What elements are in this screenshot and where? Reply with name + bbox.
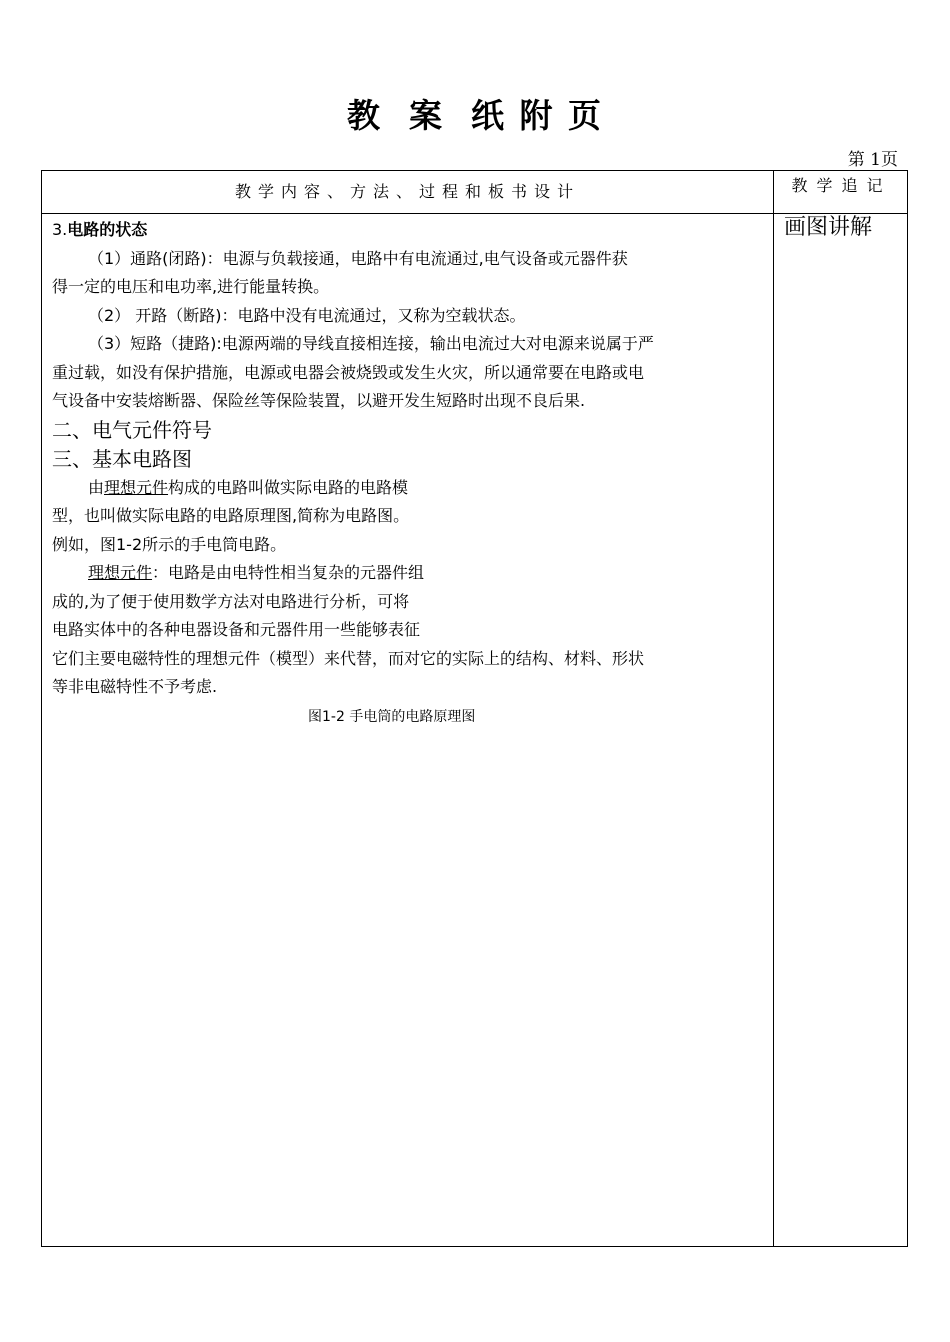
paragraph-short-circuit: （3）短路（捷路):电源两端的导线直接相连接，输出电流过大对电源来说属于严 — [88, 334, 654, 353]
ideal-element-term: 理想元件 — [88, 563, 153, 582]
side-note: 画图讲解 — [784, 215, 873, 240]
column-divider — [773, 171, 774, 1246]
paragraph-ideal-element-cont-1: 成的,为了便于使用数学方法对电路进行分析，可将 — [52, 591, 410, 611]
page-number: 第 1页 — [847, 150, 898, 170]
header-divider — [42, 213, 907, 214]
heading-basic-circuit: 三、基本电路图 — [52, 446, 192, 471]
heading-component-symbols: 二、电气元件符号 — [52, 417, 212, 442]
section-number: 3. — [52, 220, 68, 239]
paragraph-ideal-element-cont-4: 等非电磁特性不予考虑. — [52, 677, 218, 696]
header-main: 教学内容、方法、过程和板书设计 — [234, 182, 580, 201]
lesson-content — [52, 216, 766, 732]
paragraph-open-circuit: （2） 开路（断路)：电路中没有电流通过，又称为空载状态。 — [88, 305, 526, 325]
paragraph-circuit-model-cont-2: 例如，图1-2所示的手电筒电路。 — [52, 534, 287, 554]
paragraph-short-circuit-cont-1: 重过载，如没有保护措施，电源或电器会被烧毁或发生火灾，所以通常要在电路或电 — [52, 362, 645, 382]
section-heading — [52, 216, 766, 245]
page-title: 教 案 纸 附 页 — [347, 96, 603, 135]
section-title: 电路的状态 — [67, 220, 148, 239]
paragraph-short-circuit-cont-2: 气设备中安装熔断器、保险丝等保险装置，以避开发生短路时出现不良后果. — [52, 391, 586, 410]
paragraph-ideal-element: 理想元件：电路是由电特性相当复杂的元器件组 — [88, 563, 425, 582]
paragraph-closed-circuit: （1）通路(闭路)：电源与负载接通，电路中有电流通过,电气设备或元器件获 — [88, 248, 628, 268]
ideal-element-term: 理想元件 — [104, 477, 169, 497]
paragraph-circuit-model-cont-1: 型，也叫做实际电路的电路原理图,简称为电路图。 — [52, 506, 410, 525]
header-side: 教学追记 — [791, 176, 892, 195]
lesson-table — [41, 170, 908, 1247]
paragraph-circuit-model: 由理想元件构成的电路叫做实际电路的电路模 — [88, 477, 409, 497]
paragraph-ideal-element-cont-3: 它们主要电磁特性的理想元件（模型）来代替，而对它的实际上的结构、材料、形状 — [52, 648, 645, 668]
paragraph-closed-circuit-cont: 得一定的电压和电功率,进行能量转换。 — [52, 277, 330, 296]
paragraph-ideal-element-cont-2: 电路实体中的各种电器设备和元器件用一些能够表征 — [52, 620, 421, 639]
figure-caption: 图1-2 手电筒的电路原理图 — [308, 708, 476, 725]
